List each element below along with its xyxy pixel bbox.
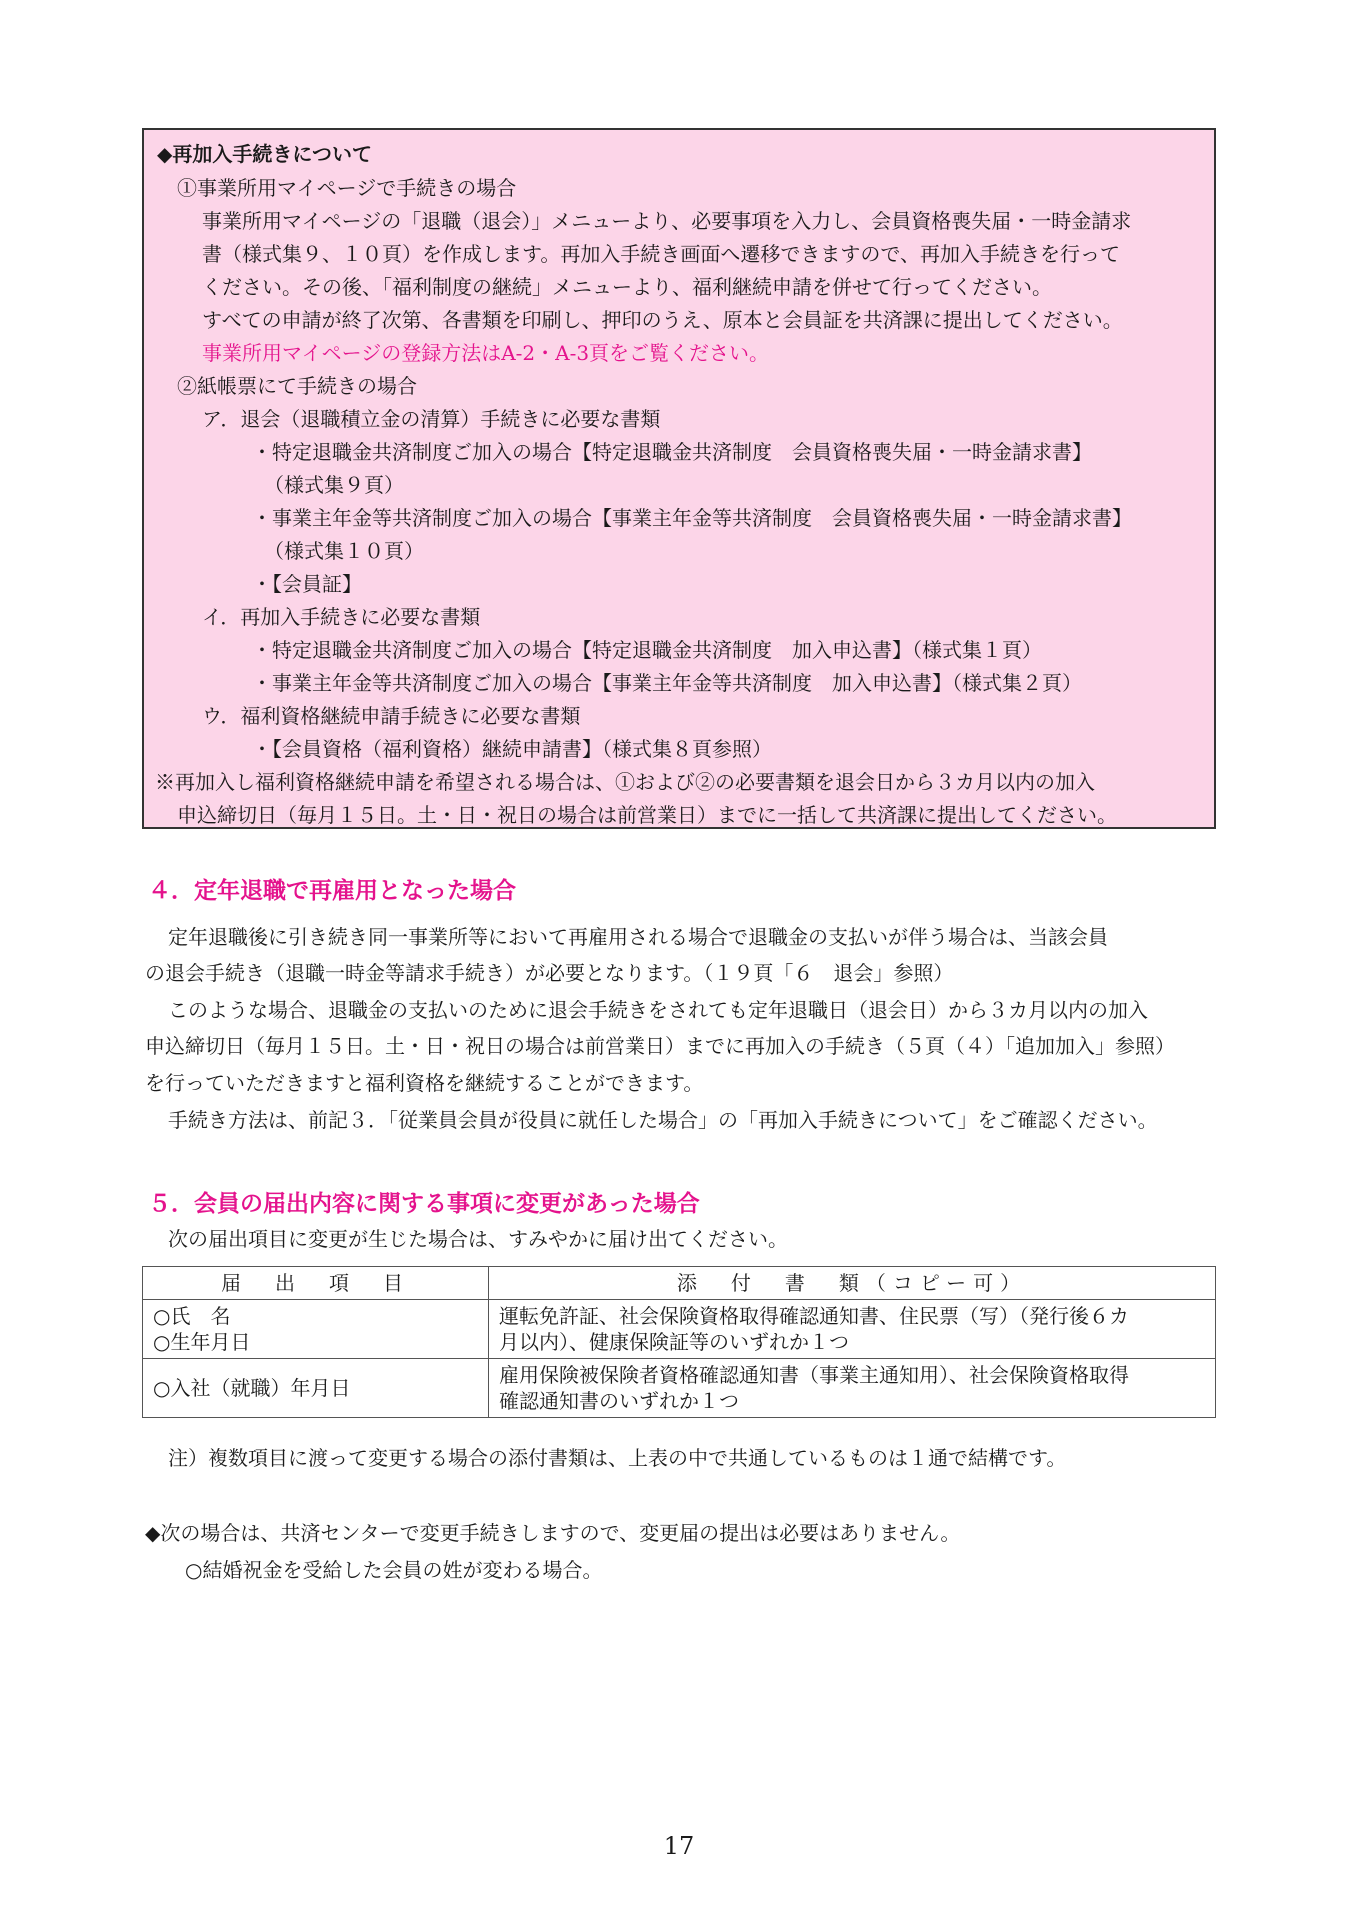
section-4-line: このような場合、退職金の支払いのために退会手続きをされても定年退職日（退会日）から３カ月以内の加入: [168, 998, 1148, 1022]
table-item-text: ○氏 名: [153, 1304, 231, 1328]
section-5-heading: ５．会員の届出内容に関する事項に変更があった場合: [148, 1191, 700, 1217]
table-header-row: [143, 1267, 1216, 1300]
box-item-a-line: （様式集９頁）: [264, 473, 404, 497]
section-4-line: の退会手続き（退職一時金等請求手続き）が必要となります。（１９頁「６ 退会」参照）: [145, 961, 954, 985]
box-item-a-line: （様式集１０頁）: [264, 539, 424, 563]
section-4-line: を行っていただきますと福利資格を継続することができます。: [145, 1071, 704, 1095]
page-number: 17: [663, 1832, 695, 1860]
box-item-a-title: ア．退会（退職積立金の清算）手続きに必要な書類: [202, 407, 661, 431]
box-paragraph-line: 事業所用マイページの「退職（退会）」メニューより、必要事項を入力し、会員資格喪失届・一時金請求: [202, 209, 1132, 233]
box-subheading-1: ①事業所用マイページで手続きの場合: [177, 176, 517, 200]
table-row: [143, 1300, 1216, 1359]
section-4-line: 手続き方法は、前記３．「従業員会員が役員に就任した場合」の「再加入手続きについて」をご確認ください。: [168, 1108, 1158, 1132]
table-doc-text: 確認通知書のいずれか１つ: [499, 1389, 739, 1413]
table-item-text: ○入社（就職）年月日: [153, 1376, 351, 1400]
table-header-cell: 届 出 項 目: [143, 1267, 489, 1300]
table-item-text: ○生年月日: [153, 1330, 251, 1354]
box-item-i-line: ・特定退職金共済制度ご加入の場合【特定退職金共済制度 加入申込書】（様式集１頁）: [252, 638, 1042, 662]
box-paragraph-line: ください。その後、「福利制度の継続」メニューより、福利継続申請を併せて行ってください。: [202, 275, 1052, 299]
box-item-a-line: ・事業主年金等共済制度ご加入の場合【事業主年金等共済制度 会員資格喪失届・一時金請求書】: [252, 506, 1132, 530]
change-items-table: [142, 1266, 1216, 1418]
box-paragraph-line: 書（様式集９、１０頁）を作成します。再加入手続き画面へ遷移できますので、再加入手続きを行って: [202, 242, 1120, 266]
box-pink-note: 事業所用マイページの登録方法はA-2・A-3頁をご覧ください。: [202, 341, 770, 365]
box-note-line: 申込締切日（毎月１５日。土・日・祝日の場合は前営業日）までに一括して共済課に提出してください。: [177, 803, 1117, 827]
box-item-u-title: ウ．福利資格継続申請手続きに必要な書類: [202, 704, 581, 728]
box-item-i-title: イ．再加入手続きに必要な書類: [202, 605, 481, 629]
table-doc-text: 雇用保険被保険者資格確認通知書（事業主通知用）、社会保険資格取得: [499, 1363, 1129, 1387]
table-header-cell: 添 付 書 類（コピー可）: [489, 1267, 1216, 1300]
box-item-u-line: ・【会員資格（福利資格）継続申請書】（様式集８頁参照）: [252, 737, 772, 761]
section-4-line: 定年退職後に引き続き同一事業所等において再雇用される場合で退職金の支払いが伴う場合は、当該会員: [168, 925, 1108, 949]
section-4-line: 申込締切日（毎月１５日。土・日・祝日の場合は前営業日）までに再加入の手続き（５頁（４）「追加加入」参照）: [145, 1034, 1175, 1058]
section-4-heading: ４．定年退職で再雇用となった場合: [148, 878, 516, 904]
table-cell-items: [143, 1300, 489, 1359]
box-item-i-line: ・事業主年金等共済制度ご加入の場合【事業主年金等共済制度 加入申込書】（様式集２頁）: [252, 671, 1082, 695]
box-note-line: ※再加入し福利資格継続申請を希望される場合は、①および②の必要書類を退会日から３カ月以内の加入: [155, 770, 1095, 794]
table-doc-text: 運転免許証、社会保険資格取得確認通知書、住民票（写）（発行後６カ: [499, 1304, 1129, 1328]
table-row: [143, 1359, 1216, 1418]
closing-line-2: ○結婚祝金を受給した会員の姓が変わる場合。: [185, 1558, 603, 1582]
box-item-a-line: ・【会員証】: [252, 572, 362, 596]
table-cell-items: [143, 1359, 489, 1418]
box-item-a-line: ・特定退職金共済制度ご加入の場合【特定退職金共済制度 会員資格喪失届・一時金請求書】: [252, 440, 1092, 464]
box-subheading-2: ②紙帳票にて手続きの場合: [177, 374, 417, 398]
table-cell-docs: [489, 1300, 1216, 1359]
box-title: ◆再加入手続きについて: [157, 142, 372, 166]
section-5-intro: 次の届出項目に変更が生じた場合は、すみやかに届け出てください。: [168, 1227, 788, 1251]
closing-line-1: ◆次の場合は、共済センターで変更手続きしますので、変更届の提出は必要はありません。: [145, 1521, 961, 1545]
section-5-note: 注）複数項目に渡って変更する場合の添付書類は、上表の中で共通しているものは１通で結構です。: [168, 1446, 1067, 1470]
box-paragraph-line: すべての申請が終了次第、各書類を印刷し、押印のうえ、原本と会員証を共済課に提出してください。: [202, 308, 1123, 332]
table-doc-text: 月以内）、健康保険証等のいずれか１つ: [499, 1330, 849, 1354]
table-cell-docs: [489, 1359, 1216, 1418]
